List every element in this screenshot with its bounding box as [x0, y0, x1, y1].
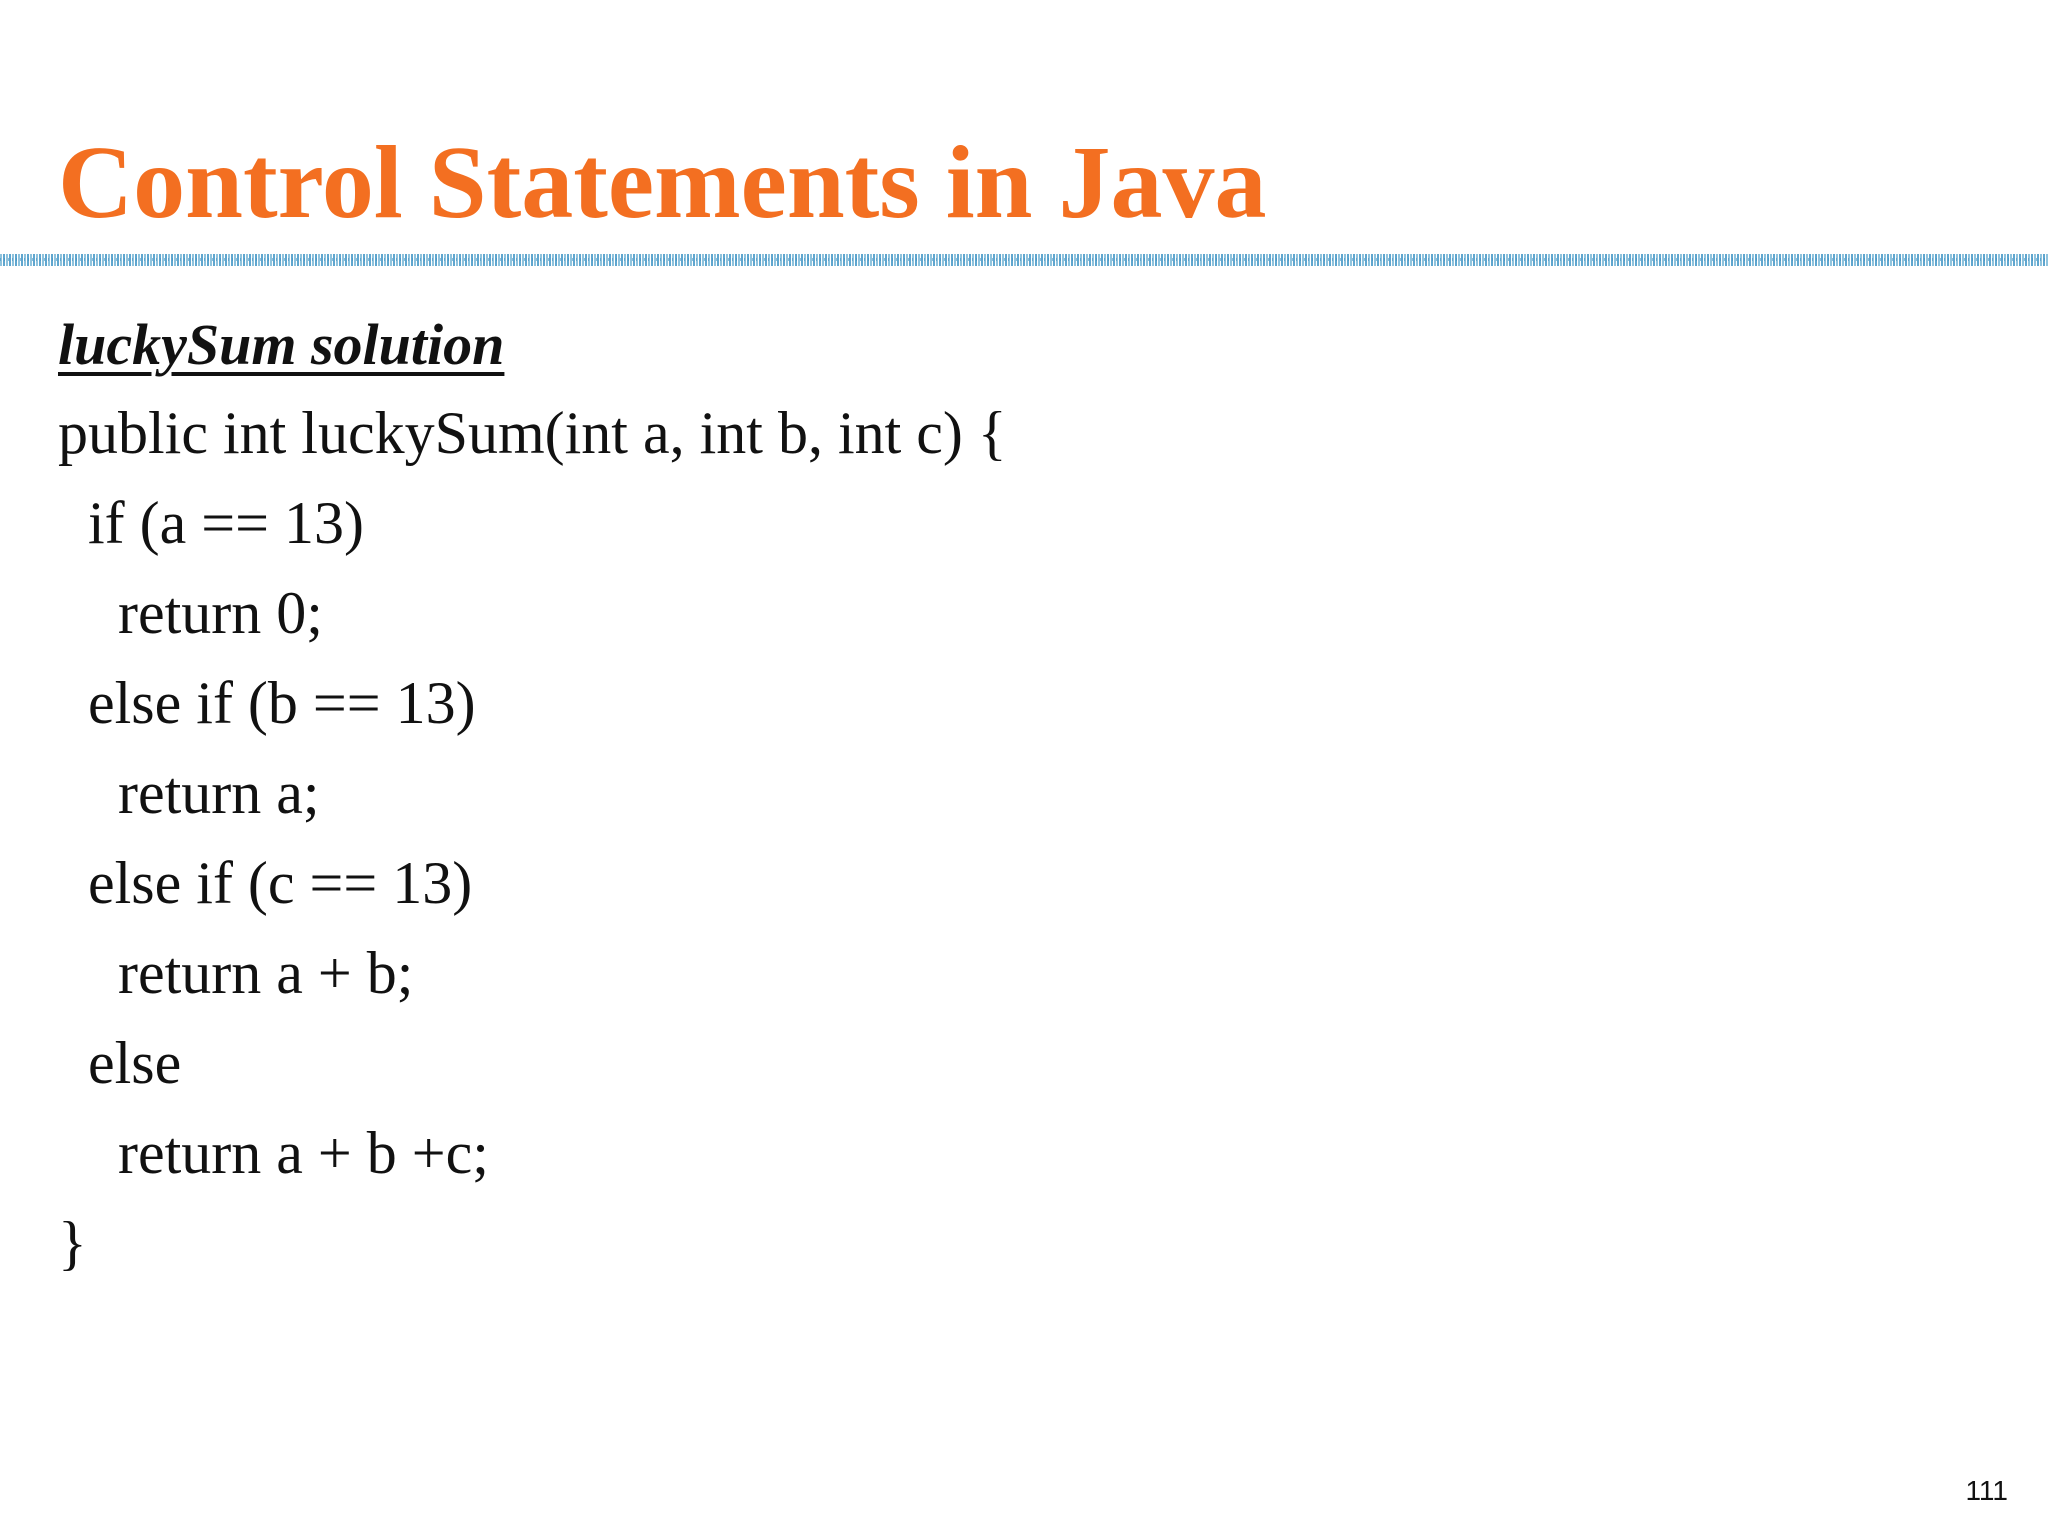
code-line: else [58, 1030, 182, 1096]
code-line: return a + b +c; [58, 1120, 489, 1186]
code-line: public int luckySum(int a, int b, int c) { [58, 400, 1007, 466]
code-line: return a; [58, 760, 320, 826]
code-line: return a + b; [58, 940, 414, 1006]
code-line: return 0; [58, 580, 323, 646]
code-block [58, 388, 1007, 1288]
page-number: 111 [1965, 1475, 2008, 1506]
code-line: else if (c == 13) [58, 850, 473, 916]
slide-subtitle: luckySum solution [58, 312, 505, 377]
code-line: if (a == 13) [58, 490, 364, 556]
slide-title: Control Statements in Java [58, 125, 1267, 240]
title-divider [0, 254, 2048, 266]
code-line: else if (b == 13) [58, 670, 476, 736]
code-line: } [58, 1210, 87, 1276]
